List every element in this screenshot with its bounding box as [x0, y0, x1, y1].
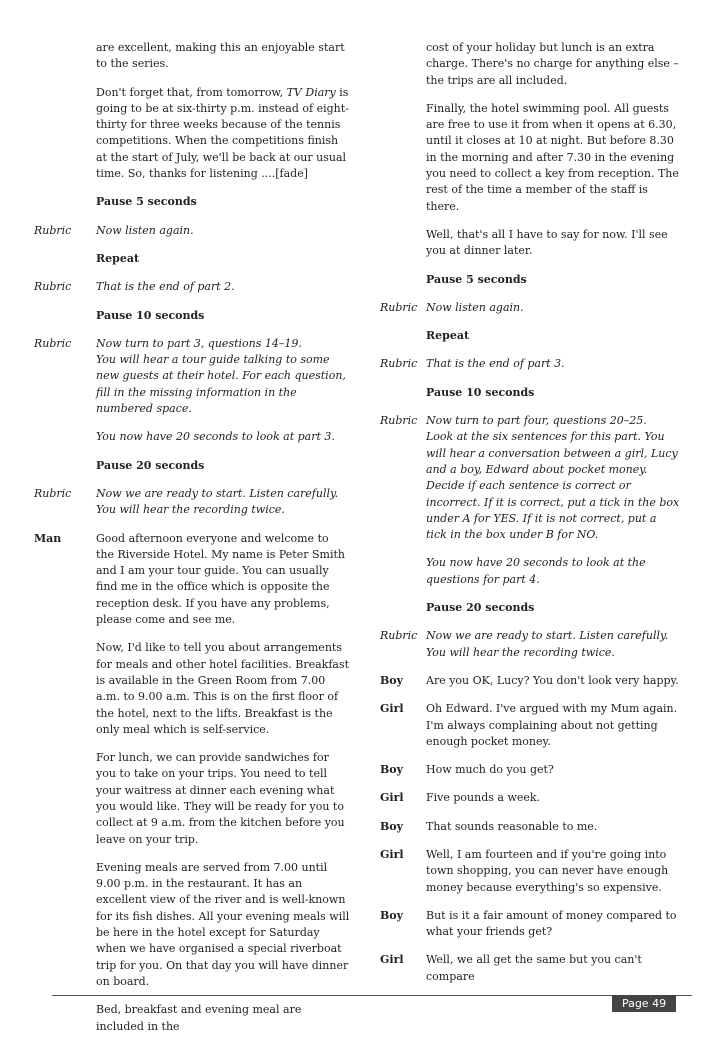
rubric-text: Now turn to part four, questions 20–25. Look at the six sentences for this part. You will hear a conversation between a girl, Lucy and a boy, Edward about pocket money. Decide if each sentence is correct or incorrect. If it is correct, put a tick in the box under A for YES. If it is not correct, put a tick in the box under B for NO. [426, 414, 680, 542]
block-text [96, 531, 350, 1035]
script-block [34, 251, 350, 267]
script-block [380, 701, 680, 750]
rubric-text: You now have 20 seconds to look at the questions for part 4. [426, 556, 646, 586]
rubric-text: Now we are ready to start. Listen carefully. You will hear the recording twice. [96, 486, 339, 517]
script-block [380, 847, 680, 896]
paragraph: cost of your holiday but lunch is an extra charge. There's no charge for anything else – the trips are all included. [426, 41, 679, 87]
speaker-label: Rubric [34, 486, 72, 500]
rubric-text: Now listen again. [426, 300, 524, 314]
paragraph: Bed, breakfast and evening meal are included in the [96, 1003, 302, 1033]
paragraph: That sounds reasonable to me. [426, 819, 598, 833]
block-text [426, 701, 680, 750]
block-text [426, 673, 680, 689]
script-block [380, 328, 680, 344]
speaker-label: Boy [380, 673, 404, 687]
block-text [426, 628, 680, 661]
script-block [380, 628, 680, 661]
block-text [426, 356, 680, 372]
stage-direction: Pause 20 seconds [96, 458, 205, 472]
block-text [96, 279, 350, 295]
block-text [426, 908, 680, 941]
paragraph: How much do you get? [426, 763, 554, 777]
script-block [380, 413, 680, 588]
block-text [426, 385, 680, 401]
block-text [426, 40, 680, 260]
block-text [96, 308, 350, 324]
stage-direction: Repeat [96, 251, 140, 265]
stage-direction: Pause 10 seconds [426, 385, 535, 399]
paragraph: are excellent, making this an enjoyable start to the series. [96, 41, 345, 71]
speaker-label: Man [34, 531, 62, 545]
speaker-label: Rubric [34, 223, 72, 237]
paragraph [96, 85, 350, 183]
paragraph: Are you OK, Lucy? You don't look very happy. [426, 673, 679, 687]
paragraph: For lunch, we can provide sandwiches for you to take on your trips. You need to tell your waitress at dinner each evening what you would like. They will be ready for you to collect at 9 a.m. from the kitchen before you leave on your trip. [96, 751, 345, 846]
script-block [380, 762, 680, 778]
block-text [426, 790, 680, 806]
script-block [34, 85, 350, 183]
script-block [380, 385, 680, 401]
script-block [34, 308, 350, 324]
script-block [380, 300, 680, 316]
script-block [34, 40, 350, 73]
speaker-label: Rubric [380, 414, 418, 428]
paragraph: Well, that's all I have to say for now. I'll see you at dinner later. [426, 227, 668, 258]
stage-direction: Pause 10 seconds [96, 308, 205, 322]
script-block [380, 819, 680, 835]
stage-direction: Pause 20 seconds [426, 601, 535, 615]
block-text [96, 336, 350, 446]
speaker-label: Girl [380, 953, 404, 967]
paragraph: But is it a fair amount of money compared to what your friends get? [426, 908, 677, 939]
block-text [96, 194, 350, 210]
paragraph: Finally, the hotel swimming pool. All guests are free to use it from when it opens at 6.30, until it closes at 10 at night. But before 8.30 in the morning and after 7.30 in the evening you need to collect a key from reception. The rest of the time a member of the staff is there. [426, 101, 679, 213]
paragraph: Five pounds a week. [426, 791, 541, 805]
block-text [426, 328, 680, 344]
script-block [380, 272, 680, 288]
script-block [34, 531, 350, 1035]
block-text [96, 40, 350, 73]
speaker-label: Rubric [380, 300, 418, 314]
speaker-label: Rubric [34, 336, 72, 350]
rubric-text: That is the end of part 2. [96, 280, 235, 294]
block-text [426, 600, 680, 616]
block-text [96, 223, 350, 239]
script-block [34, 279, 350, 295]
speaker-label: Girl [380, 702, 404, 716]
block-text [96, 458, 350, 474]
paragraph: Now, I'd like to tell you about arrangements for meals and other hotel facilities. Breakfast is available in the Green Room from 7.00 a.m. to 9.00 a.m. This is on the first floor of the hotel, next to the lifts. Breakfast is the only meal which is self-service. [96, 641, 350, 736]
script-block [380, 790, 680, 806]
block-text [426, 413, 680, 588]
stage-direction: Pause 5 seconds [96, 195, 197, 209]
script-block [380, 40, 680, 260]
script-block [380, 673, 680, 689]
right-column [380, 40, 680, 997]
script-block [34, 194, 350, 210]
block-text [426, 819, 680, 835]
speaker-label: Boy [380, 763, 404, 777]
speaker-label: Boy [380, 819, 404, 833]
block-text [96, 251, 350, 267]
page-number: Page 49 [612, 995, 676, 1012]
speaker-label: Rubric [380, 357, 418, 371]
paragraph: Evening meals are served from 7.00 until 9.00 p.m. in the restaurant. It has an excellent view of the river and is well-known for its fish dishes. All your evening meals will be here in the hotel except for Saturday when we have organised a special riverboat trip for you. On that day you will have dinner on board. [96, 860, 350, 988]
programme-title: TV Diary [286, 85, 336, 99]
script-block [34, 458, 350, 474]
speaker-label: Rubric [34, 280, 72, 294]
stage-direction: Pause 5 seconds [426, 272, 527, 286]
rubric-text: Now listen again. [96, 223, 194, 237]
script-block [380, 908, 680, 941]
block-text [426, 847, 680, 896]
speaker-label: Girl [380, 847, 404, 861]
script-block [380, 356, 680, 372]
text-run: Don't forget that, from tomorrow, [96, 85, 287, 99]
paragraph: Oh Edward. I've argued with my Mum again. I'm always complaining about not getting enough pocket money. [426, 702, 678, 748]
rubric-text: You now have 20 seconds to look at part 3. [96, 430, 335, 444]
rubric-text: Now we are ready to start. Listen carefully. You will hear the recording twice. [426, 629, 669, 659]
script-block [34, 486, 350, 519]
rubric-text: That is the end of part 3. [426, 357, 565, 371]
script-block [34, 336, 350, 446]
text-run: is going to be at six-thirty p.m. instead of eight-thirty for three weeks because of the tennis competitions. When the competitions finish at the start of July, we'll be back at our usual time. So, thanks for listening ....[fade] [96, 85, 349, 181]
paragraph: Well, we all get the same but you can't compare [426, 953, 642, 983]
left-column [34, 40, 350, 1047]
block-text [96, 486, 350, 519]
block-text [96, 85, 350, 183]
speaker-label: Boy [380, 908, 404, 922]
script-block [34, 223, 350, 239]
script-block [380, 952, 680, 985]
footer-divider [52, 995, 692, 996]
block-text [426, 952, 680, 985]
speaker-label: Girl [380, 791, 404, 805]
block-text [426, 300, 680, 316]
stage-direction: Repeat [426, 329, 470, 343]
block-text [426, 272, 680, 288]
paragraph: Good afternoon everyone and welcome to the Riverside Hotel. My name is Peter Smith and I am your tour guide. You can usually find me in the office which is opposite the reception desk. If you have any problems, please come and see me. [96, 531, 345, 627]
paragraph: Well, I am fourteen and if you're going into town shopping, you can never have enough money because everything's so expensive. [426, 847, 669, 894]
speaker-label: Rubric [380, 629, 418, 643]
rubric-text: Now turn to part 3, questions 14–19. You will hear a tour guide talking to some new guests at their hotel. For each question, fill in the missing information in the numbered space. [96, 336, 346, 416]
block-text [426, 762, 680, 778]
script-block [380, 600, 680, 616]
